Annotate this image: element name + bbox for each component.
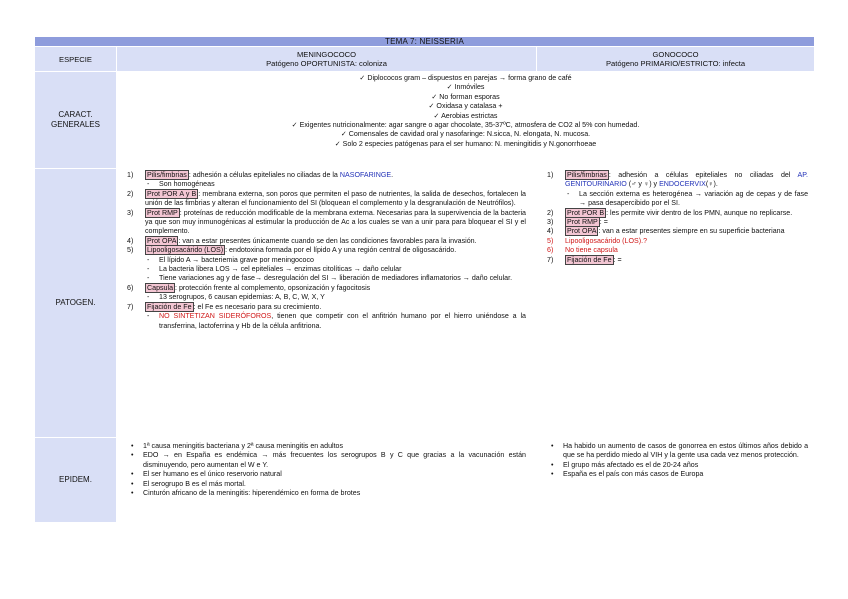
gonococo-header: GONOCOCO Patógeno PRIMARIO/ESTRICTO: infecta — [537, 47, 815, 72]
list-item: 3) Prot RMP : = — [547, 218, 608, 227]
list-item: 4) Prot OPA : van a estar presentes siempre en su superficie bacteriana — [547, 227, 785, 236]
caract-line: ✓ Exigentes nutricionalmente: agar sangre o agar chocolate, 35-37ºC, atmosfera de CO2 al 5% con humedad. — [291, 121, 640, 130]
list-item: • Cinturón africano de la meningitis: hiperendémico en forma de brotes — [125, 489, 526, 498]
caract-row — [35, 72, 815, 169]
list-item: • El serogrupo B es el más mortal. — [125, 480, 526, 489]
epidem-meningococo — [117, 438, 537, 523]
list-item: • EDO → en España es endémica → más frecuentes los serogrupos B y C que gracias a la vacunación están disminuyendo, pero aumentan el W e Y. — [125, 451, 526, 470]
patogen-row — [35, 169, 815, 438]
list-item: 2) Prot POR A y B : membrana externa, son poros que permiten el paso de nutrientes, la salida de desechos, fortalecen la unión de las fimbrias y alteran el funcionamiento del SI (bloquean el complemento y la desgranulación de Neutrófilos). — [127, 189, 526, 208]
list-item: • Ha habido un aumento de casos de gonorrea en estos últimos años debido a que se ha perdido miedo al VIH y la gente usa cada vez menos protección. — [545, 442, 808, 461]
list-item: • España es el país con más casos de Europa — [545, 470, 808, 479]
list-item: 6) Capsula : protección frente al complemento, opsonización y fagocitosis — [127, 283, 371, 292]
meningococo-header: MENINGOCOCO Patógeno OPORTUNISTA: coloniza — [117, 47, 537, 72]
table-title: TEMA 7: NEISSERIA — [35, 37, 815, 47]
list-item: 6) No tiene capsula — [547, 246, 618, 255]
epidem-gonococo — [537, 438, 815, 523]
list-item: • El ser humano es el único reservorio natural — [125, 470, 526, 479]
patogen-label: PATOGEN. — [35, 169, 117, 438]
caract-line: ✓ Oxidasa y catalasa + — [428, 102, 503, 111]
list-item: 5) Lipooligosacárido (LOS).? — [547, 236, 648, 245]
caract-label: CARACT. GENERALES — [35, 72, 117, 169]
list-subitem: - Tiene variaciones ag y de fase→ desregulación del SI → liberación de mediadores inflamatorios → daño celular. — [125, 274, 526, 283]
list-item: 1) Pilis/fimbrias : adhesión a células epiteliales no ciliadas del AP. GENITOURINARIO (♂ y ♀) y ENDOCERVIX(♀). — [547, 171, 809, 189]
list-item: 4) Prot OPA : van a estar presentes únicamente cuando se den las condiciones favorables para la invasión. — [127, 236, 477, 245]
list-subitem: - Son homogéneas — [125, 180, 526, 189]
list-item: 7) Fijación de Fe : = — [547, 255, 622, 264]
caract-line: ✓ Solo 2 especies patógenas para el ser humano: N. meningitidis y N.gonorrhoeae — [334, 139, 597, 148]
species-label: ESPECIE — [35, 47, 117, 72]
header-row — [35, 47, 815, 72]
list-subitem: - NO SINTETIZAN SIDERÓFOROS, tienen que competir con el anfitrión humano por el hierro uniéndose a la transferrina, lactoferrina y Hb de la célula anfitriona. — [125, 312, 526, 331]
comparison-table — [34, 36, 815, 523]
caract-line: ✓ Diplococos gram – dispuestos en parejas → forma grano de café — [359, 74, 572, 82]
caract-line: ✓ No forman esporas — [431, 92, 500, 101]
list-item: 1) Pilis/fimbrias : adhesión a células epiteliales no ciliadas de la NASOFARINGE. — [127, 171, 394, 179]
caract-line: ✓ Aerobias estrictas — [433, 111, 498, 120]
list-item: 2) Prot POR B : les permite vivir dentro de los PMN, aunque no replicarse. — [547, 208, 793, 217]
neisseria-table-sheet — [34, 36, 814, 523]
patogen-gonococo — [537, 169, 815, 438]
list-item: 5) Lipooligosacárido (LOS) : endotoxina formada por el lípido A y una región central de oligosacárido. — [127, 246, 457, 255]
epidem-row — [35, 438, 815, 523]
caract-line: ✓ Inmóviles — [446, 83, 485, 92]
epidem-label: EPIDEM. — [35, 438, 117, 523]
list-item: 7) Fijación de Fe : el Fe es necesario para su crecimiento. — [127, 302, 322, 311]
list-subitem: - El lípido A → bacteriemia grave por meningococo — [125, 256, 526, 265]
list-subitem: - La sección externa es heterogénea → variación ag de cepas y de fase → pasa desapercibido por el SI. — [545, 190, 808, 209]
list-subitem: - La bacteria libera LOS → cel epiteliales → enzimas citolíticas → daño celular — [125, 265, 526, 274]
list-subitem: - 13 serogrupos, 6 causan epidemias: A, B, C, W, X, Y — [125, 293, 526, 302]
list-item: 3) Prot RMP : proteínas de reducción modificable de la membrana externa. Necesarias para la supervivencia de la bacteria ya que son muy inmunogénicas al estimular la producción de Ac a los cuales se van a unir para para bloquear el SI y el complemento. — [127, 208, 526, 236]
patogen-meningococo — [117, 169, 537, 438]
list-item: • 1ª causa meningitis bacteriana y 2ª causa meningitis en adultos — [125, 442, 526, 451]
list-item: • El grupo más afectado es el de 20-24 años — [545, 461, 808, 470]
caract-line: ✓ Comensales de cavidad oral y nasofaringe: N.sicca, N. elongata, N. mucosa. — [340, 130, 591, 139]
caract-content — [117, 72, 815, 169]
